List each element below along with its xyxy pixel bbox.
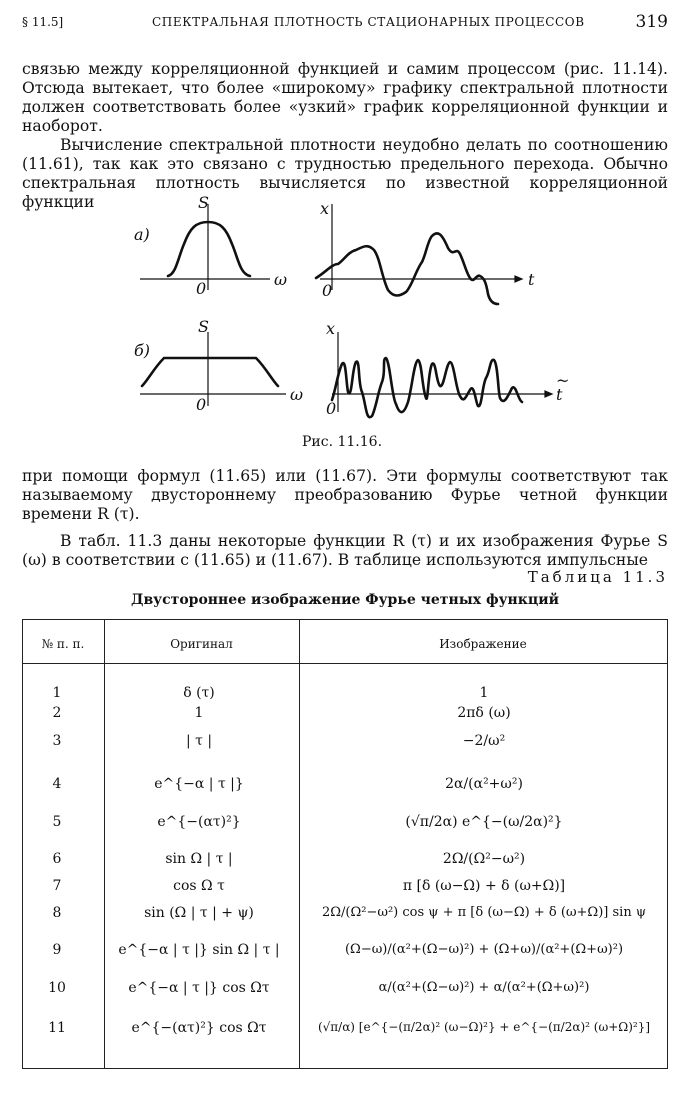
row-6-image: 2Ω/(Ω²−ω²) — [442, 851, 526, 867]
table-header-rule — [22, 663, 668, 664]
row-1-image: 1 — [479, 685, 489, 701]
col-head-number: № п. п. — [41, 637, 85, 651]
axis-omega-a-label: ω — [274, 270, 288, 289]
axis-omega-b-label: ω — [290, 385, 304, 404]
row-6-original: sin Ω | τ | — [165, 851, 233, 867]
figure-labels — [134, 193, 569, 450]
row-8-image: 2Ω/(Ω²−ω²) cos ψ + π [δ (ω−Ω) + δ (ω+Ω)] sin ψ — [321, 905, 647, 920]
row-11-image: (√π/α) [e^{−(π/2α)² (ω−Ω)²} + e^{−(π/2α)² (ω+Ω)²}] — [317, 1020, 651, 1034]
row-8-original: sin (Ω | τ | + ψ) — [144, 905, 254, 921]
figure-11-16 — [120, 192, 580, 458]
row-7-image: π [δ (ω−Ω) + δ (ω+Ω)] — [402, 878, 566, 894]
origin-a-spectrum: 0 — [196, 279, 207, 298]
row-10-number: 10 — [48, 980, 66, 996]
row-2-number: 2 — [52, 705, 62, 721]
table-number: Таблица 11.3 — [527, 568, 668, 586]
paragraph-1-text: связью между корреляционной функцией и самим процессом (рис. 11.14). Отсюда вытекает, что более «широкому» графику спектральной плотности должен соответствовать более «узкий» график корреляционной функции и наоборот. — [22, 60, 668, 135]
row-10-original: e^{−α | τ |} cos Ωτ — [128, 980, 270, 996]
row-11-number: 11 — [48, 1020, 66, 1036]
axis-t-a-label: t — [528, 270, 535, 289]
row-11-original: e^{−(ατ)²} cos Ωτ — [131, 1020, 267, 1036]
page-header — [22, 12, 668, 34]
row-10-image: α/(α²+(Ω−ω)²) + α/(α²+(Ω+ω)²) — [378, 980, 590, 995]
label-a: а) — [134, 225, 150, 244]
row-5-original: e^{−(ατ)²} — [157, 814, 241, 830]
row-4-number: 4 — [52, 776, 62, 792]
row-5-image: (√π/2α) e^{−(ω/2α)²} — [405, 814, 563, 830]
fourier-table — [22, 619, 668, 1069]
signal-curve-a — [316, 233, 498, 304]
row-9-image: (Ω−ω)/(α²+(Ω−ω)²) + (Ω+ω)/(α²+(Ω+ω)²) — [344, 942, 624, 957]
table-title: Двустороннее изображение Фурье четных функций — [131, 592, 559, 608]
row-7-number: 7 — [52, 878, 62, 894]
paragraph-2-text: Вычисление спектральной плотности неудобно делать по соотношению (11.61), так как это связано с трудностью предельного перехода. Обычно спектральная плотность вычисляется по известной корреляционной функции — [22, 136, 668, 211]
arrow-t-a — [515, 276, 522, 282]
row-4-original: e^{−α | τ |} — [154, 776, 244, 792]
row-7-original: cos Ω τ — [173, 878, 225, 894]
arrow-t-b — [545, 391, 552, 397]
row-2-image: 2πδ (ω) — [457, 705, 511, 721]
paragraph-4 — [22, 532, 668, 570]
row-6-number: 6 — [52, 851, 62, 867]
origin-b-signal: 0 — [326, 399, 337, 418]
figure-caption: Рис. 11.16. — [302, 434, 383, 450]
row-5-number: 5 — [52, 814, 62, 830]
row-9-number: 9 — [52, 942, 62, 958]
axis-s-b-label: S — [198, 317, 209, 336]
axis-x-a-label: x — [320, 199, 330, 218]
row-3-number: 3 — [52, 733, 62, 749]
row-2-original: 1 — [194, 705, 204, 721]
col-head-original: Оригинал — [170, 637, 233, 651]
running-title: СПЕКТРАЛЬНАЯ ПЛОТНОСТЬ СТАЦИОНАРНЫХ ПРОЦЕССОВ — [152, 15, 585, 29]
table-top-rule — [22, 619, 668, 620]
row-1-original: δ (τ) — [183, 685, 215, 701]
row-1-number: 1 — [52, 685, 62, 701]
page-number: 319 — [635, 12, 668, 32]
row-3-image: −2/ω² — [462, 733, 506, 749]
figure-svg — [120, 192, 580, 458]
axis-t-tilde: ~ — [556, 371, 570, 390]
paragraph-3 — [22, 467, 668, 524]
paragraph-1 — [22, 60, 668, 136]
row-3-original: | τ | — [185, 733, 213, 749]
row-4-image: 2α/(α²+ω²) — [445, 776, 523, 792]
section-ref: § 11.5] — [22, 15, 64, 29]
signal-curve-b — [332, 358, 522, 417]
spectrum-curve-a — [168, 222, 250, 276]
paragraph-4-text: В табл. 11.3 даны некоторые функции R (τ) и их изображения Фурье S (ω) в соответствии с (11.65) и (11.67). В таблице используются импульсные — [22, 532, 668, 569]
label-b: б) — [134, 341, 151, 360]
paragraph-3-text: при помощи формул (11.65) или (11.67). Эти формулы соответствуют так называемому двустороннему преобразованию Фурье четной функции времени R (τ). — [22, 467, 668, 523]
row-9-original: e^{−α | τ |} sin Ω | τ | — [118, 942, 280, 958]
axis-t-b-label: t — [556, 385, 563, 404]
axis-x-b-label: x — [326, 319, 336, 338]
spectrum-curve-b — [142, 358, 278, 386]
origin-a-signal: 0 — [322, 281, 333, 300]
origin-b-spectrum: 0 — [196, 395, 207, 414]
table-bottom-rule — [22, 1068, 668, 1069]
axis-s-a-label: S — [198, 193, 209, 212]
col-head-image: Изображение — [439, 637, 527, 651]
row-8-number: 8 — [52, 905, 62, 921]
